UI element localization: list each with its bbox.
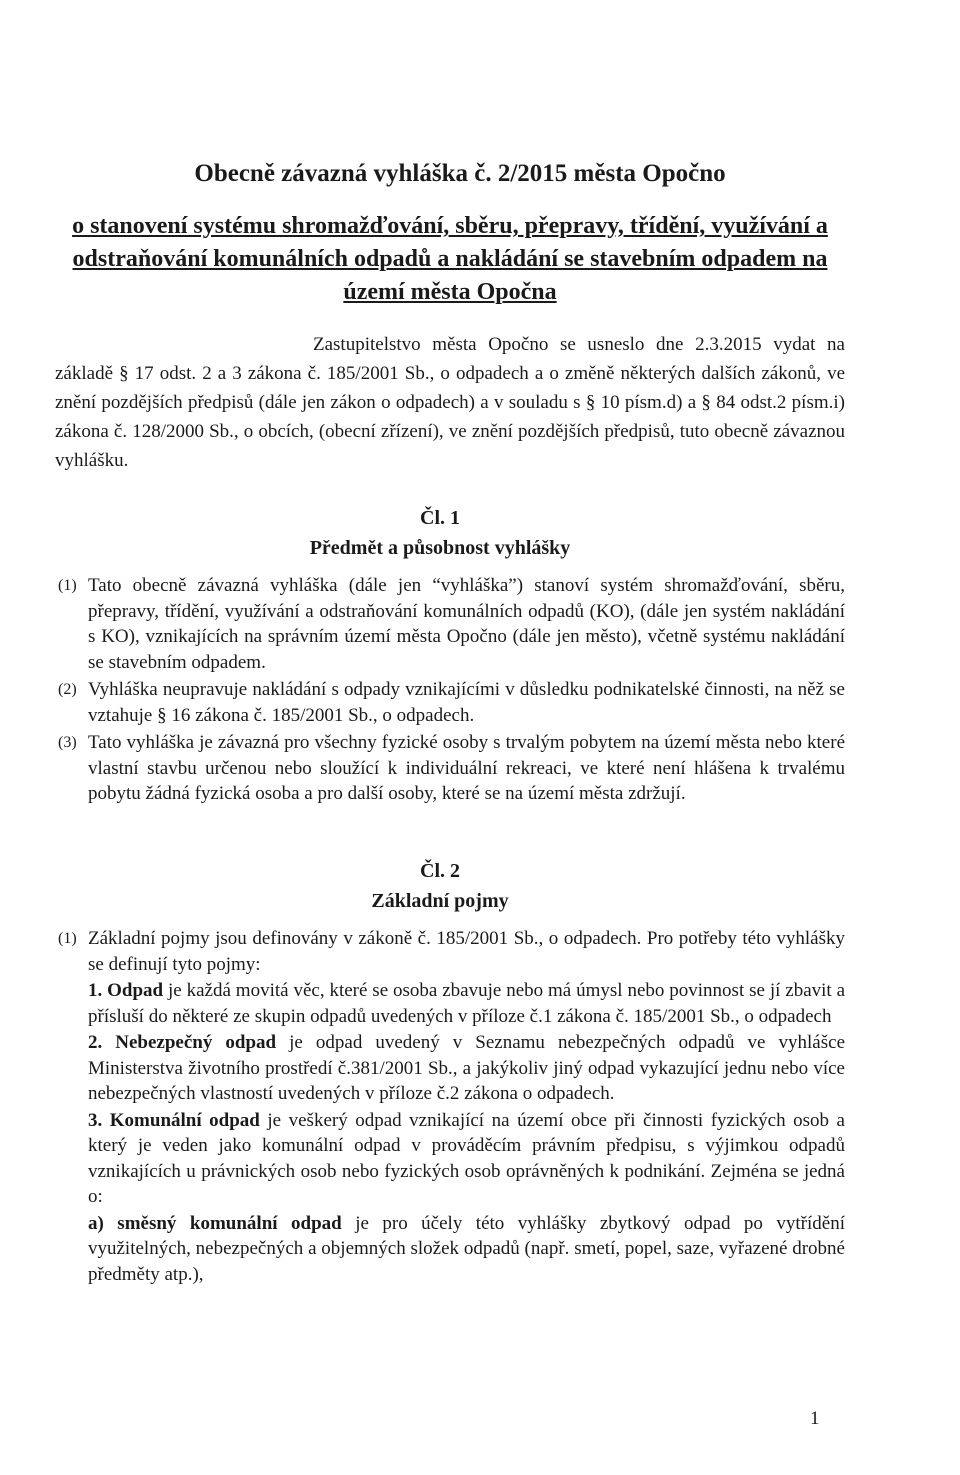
paragraph-number: (1) — [58, 577, 77, 594]
article-2-heading: Základní pojmy — [371, 890, 509, 912]
article-1-paragraph — [60, 573, 845, 675]
definition-item — [88, 1030, 845, 1107]
article-1-heading: Předmět a působnost vyhlášky — [309, 537, 571, 559]
article-1-number: Čl. 1 — [420, 507, 460, 529]
article-1-paragraph — [60, 677, 845, 728]
article-2-number: Čl. 2 — [420, 860, 460, 882]
definition-text: je veškerý odpad vznikající na území obce při činnosti fyzických osob a který je veden jako komunální odpad v prováděcím právním předpisu, s výjimkou odpadů vznikajících u právnických osob nebo fyzických osob oprávněných k podnikání. Zejména se jedná o: — [88, 1109, 845, 1207]
document-title: Obecně závazná vyhláška č. 2/2015 města Opočno — [194, 160, 726, 187]
paragraph-number: (2) — [58, 681, 77, 698]
article-2-paragraph — [60, 926, 845, 1287]
document-subject: o stanovení systému shromažďování, sběru, přepravy, třídění, využívání a odstraňování komunálních odpadů a nakládání se stavebním odpadem na území města Opočna — [72, 213, 828, 305]
paragraph-number: (3) — [58, 734, 77, 751]
definition-text: je každá movitá věc, které se osoba zbavuje nebo má úmysl nebo povinnost se jí zbavit a přísluší do některé ze skupin odpadů uvedených v příloze č.1 zákona č. 185/2001 Sb., o odpadech — [88, 980, 846, 1027]
definition-term: 2. Nebezpečný odpad — [88, 1032, 277, 1053]
definition-term: a) směsný komunální odpad — [88, 1212, 342, 1234]
intro-paragraph: Zastupitelstvo města Opočno se usneslo dne 2.3.2015 vydat na základě § 17 odst. 2 a 3 zákona č. 185/2001 Sb., o odpadech a o změně některých dalších zákonů, ve znění pozdějších předpisů (dále jen zákon o odpadech) a v souladu s § 10 písm.d) a § 84 odst.2 písm.i) zákona č. 128/2000 Sb., o obcích, (obecní zřízení), ve znění pozdějších předpisů, tuto obecně závaznou vyhlášku. — [55, 334, 845, 471]
paragraph-number: (1) — [58, 930, 77, 947]
paragraph-text: Tato obecně závazná vyhláška (dále jen “vyhláška”) stanoví systém shromažďování, sběru, přepravy, třídění, využívání a odstraňování komunálních odpadů (KO), (dále jen systém nakládání s KO), vznikajících na správním území města Opočno (dále jen město), včetně systému nakládání se stavebním odpadem. — [88, 575, 845, 673]
article-1-header — [150, 503, 730, 563]
paragraph-text: Základní pojmy jsou definovány v zákoně č. 185/2001 Sb., o odpadech. Pro potřeby této vyhlášky se definují tyto pojmy: — [88, 928, 845, 975]
definition-item — [88, 1211, 845, 1288]
paragraph-text: Vyhláška neupravuje nakládání s odpady vznikajícími v důsledku podnikatelské činnosti, na něž se vztahuje § 16 zákona č. 185/2001 Sb., o odpadech. — [88, 679, 845, 726]
page-number: 1 — [810, 1408, 820, 1429]
article-2-content — [60, 926, 845, 1289]
definition-item — [88, 978, 845, 1029]
article-1-paragraphs — [60, 573, 845, 809]
definition-text: je odpad uvedený v Seznamu nebezpečných odpadů ve vyhlášce Ministerstva životního prostředí č.381/2001 Sb., a jakýkoliv jiný odpad vykazující jednu nebo více nebezpečných vlastností uvedených v příloze č.2 zákona o odpadech. — [88, 1032, 845, 1104]
paragraph-text: Tato vyhláška je závazná pro všechny fyzické osoby s trvalým pobytem na území města nebo které vlastní stavbu určenou nebo sloužící k individuální rekreaci, ve které není hlášena k trvalému pobytu žádná fyzická osoba a pro další osoby, které se na území města zdržují. — [88, 732, 845, 804]
article-2-header — [150, 856, 730, 916]
definition-text: je pro účely této vyhlášky zbytkový odpad po vytřídění využitelných, nebezpečných a objemných složek odpadů (např. smetí, popel, saze, vyřazené drobné předměty atp.), — [88, 1212, 845, 1285]
definition-term: 1. Odpad — [88, 980, 164, 1001]
article-1-paragraph — [60, 730, 845, 807]
definition-item — [88, 1108, 845, 1210]
definition-term: 3. Komunální odpad — [88, 1109, 260, 1131]
